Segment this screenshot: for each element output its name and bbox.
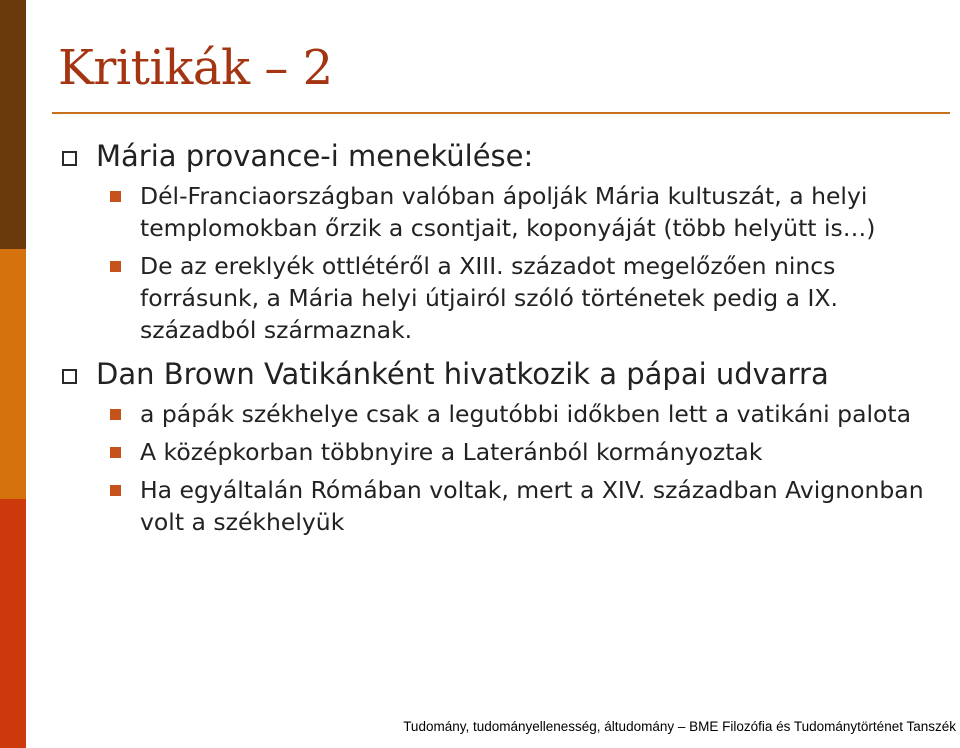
list-item [52, 398, 952, 430]
accent-bar-bottom [0, 499, 26, 748]
title-divider [52, 112, 950, 114]
filled-square-bullet-icon [110, 485, 121, 496]
hollow-square-bullet-icon [62, 151, 77, 166]
filled-square-bullet-icon [110, 191, 121, 202]
accent-bar-top [0, 0, 26, 249]
section-heading-text: Dan Brown Vatikánként hivatkozik a pápai udvarra [96, 357, 829, 391]
accent-bar-middle [0, 249, 26, 499]
section-heading-text: Mária provance-i menekülése: [96, 139, 534, 173]
list-item-text: a pápák székhelye csak a legutóbbi időkben lett a vatikáni palota [140, 400, 911, 428]
filled-square-bullet-icon [110, 261, 121, 272]
left-accent-bar [0, 0, 26, 748]
list-item-text: A középkorban többnyire a Lateránból kormányoztak [140, 438, 763, 466]
section-2-items [52, 398, 952, 538]
section-heading-2 [52, 356, 952, 392]
slide-body [52, 138, 952, 548]
hollow-square-bullet-icon [62, 369, 77, 384]
list-item [52, 436, 952, 468]
list-item-text: Dél-Franciaországban valóban ápolják Mária kultuszát, a helyi templomokban őrzik a csontjait, koponyáját (több helyütt is…) [140, 182, 876, 242]
slide-title: Kritikák – 2 [58, 40, 333, 96]
list-item-text: De az ereklyék ottlétéről a XIII. századot megelőzően nincs forrásunk, a Mária helyi útjairól szóló történetek pedig a IX. századból származnak. [140, 252, 838, 344]
section-heading-1 [52, 138, 952, 174]
list-item-text: Ha egyáltalán Rómában voltak, mert a XIV. században Avignonban volt a székhelyük [140, 476, 924, 536]
section-1-items [52, 180, 952, 346]
list-item [52, 474, 952, 538]
filled-square-bullet-icon [110, 409, 121, 420]
list-item [52, 250, 952, 346]
filled-square-bullet-icon [110, 447, 121, 458]
list-item [52, 180, 952, 244]
slide-footer: Tudomány, tudományellenesség, áltudomány – BME Filozófia és Tudománytörténet Tanszék [403, 719, 956, 734]
